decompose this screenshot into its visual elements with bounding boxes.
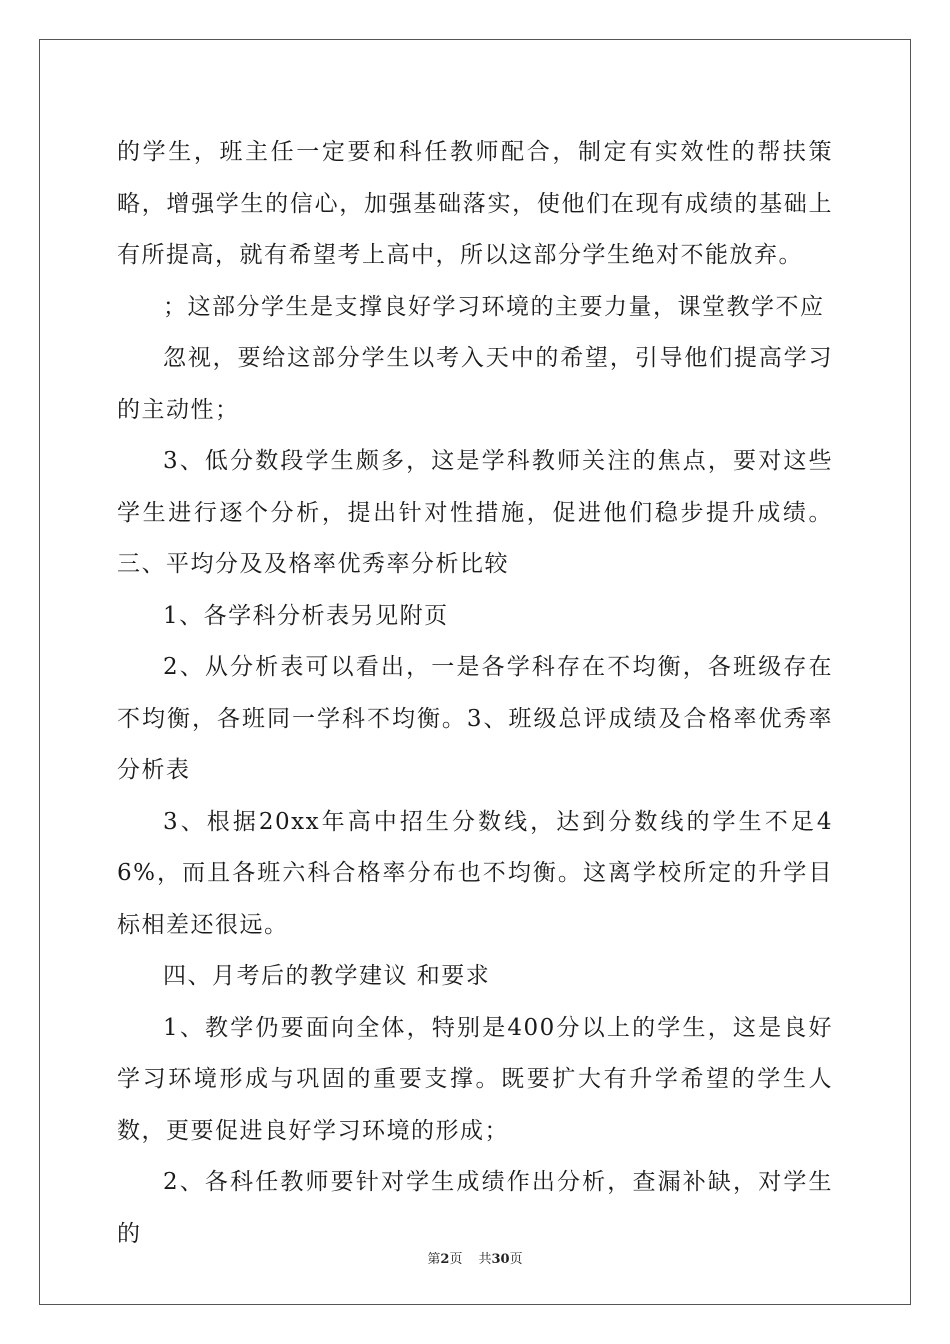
paragraph-9: 2、各科任教师要针对学生成绩作出分析，查漏补缺，对学生的 [117, 1169, 833, 1247]
total-unit: 页 [509, 1252, 523, 1267]
paragraph-4: 3、低分数段学生颇多，这是学科教师关注的焦点，要对这些学生进行逐个分析，提出针对性措施，促进他们稳步提升成绩。三、平均分及及格率优秀率分析比较 [117, 448, 833, 577]
section-heading: 四、月考后的教学建议 和要求 [163, 963, 491, 989]
total-pages: 30 [491, 1252, 510, 1267]
paragraph-5: 1、各学科分析表另见附页 [163, 602, 449, 629]
total-prefix: 共 [478, 1252, 492, 1267]
page-footer [0, 1248, 950, 1267]
paragraph-6: 2、从分析表可以看出，一是各学科存在不均衡，各班级存在不均衡，各班同一学科不均衡。3、班级总评成绩及合格率优秀率分析表 [117, 654, 833, 783]
page-number: 2 [440, 1252, 450, 1267]
paragraph-8: 1、教学仍要面向全体，特别是400分以上的学生，这是良好学习环境形成与巩固的重要支撑。既要扩大有升学希望的学生人数，更要促进良好学习环境的形成； [117, 1014, 833, 1144]
page-prefix: 第 [427, 1252, 441, 1267]
paragraph-1: 的学生，班主任一定要和科任教师配合，制定有实效性的帮扶策略，增强学生的信心，加强基础落实，使他们在现有成绩的基础上有所提高，就有希望考上高中，所以这部分学生绝对不能放弃。 [117, 139, 833, 268]
paragraph-3: 忽视，要给这部分学生以考入天中的希望，引导他们提高学习的主动性； [117, 345, 833, 423]
document-body [117, 127, 833, 1260]
paragraph-2: ；这部分学生是支撑良好学习环境的主要力量，课堂教学不应 [163, 293, 825, 320]
paragraph-7: 3、根据20xx年高中招生分数线，达到分数线的学生不足46%，而且各班六科合格率分布也不均衡。这离学校所定的升学目标相差还很远。 [117, 808, 833, 938]
page-unit: 页 [449, 1252, 463, 1267]
